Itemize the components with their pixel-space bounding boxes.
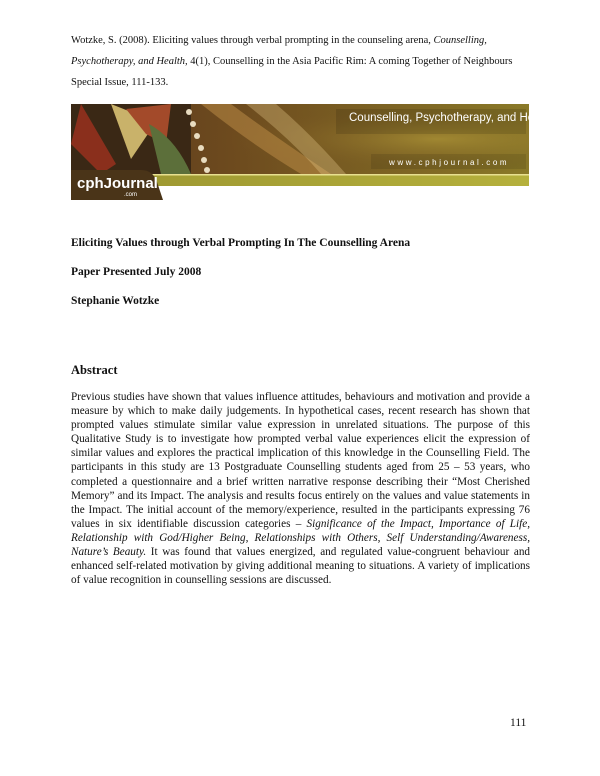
banner-url: www.cphjournal.com xyxy=(389,158,510,167)
citation-volume: 4(1), Counselling in the Asia Pacific Rim: A coming Together of Neighbours Special Issue, 111-133. xyxy=(71,56,513,88)
abstract-text-1: Previous studies have shown that values influence attitudes, behaviours and motivation and provide a measure by which to make daily judgements. In hypothetical cases, recent research has shown that prompted values stimulate similar value expression in unrelated situations. The purpose of this Qualitative Study is to investigate how prompted verbal value experiences elicit the expression of similar values and explores the practical implication of this knowledge in the Counselling Field. The participants in this study are 13 Postgraduate Counselling students aged from 25 – 53 years, who completed a questionnaire and a brief written narrative response describing their “Most Cherished Memory” and its Impact. The analysis and results focus entirely on the values and value statements in the Impact. The initial account of the memory/experience, resulted in the participants expressing 76 values in six identifiable discussion categories – xyxy=(71,391,530,530)
abstract-body xyxy=(71,390,530,587)
banner-logo: cphJournal xyxy=(77,175,158,192)
abstract-heading: Abstract xyxy=(71,363,118,377)
citation-journal: Counselling, Psychotherapy, xyxy=(71,35,487,67)
citation-journal-cont: and Health, xyxy=(138,56,188,67)
abstract-categories: Significance of the Impact, Importance of Life, Relationship with God/Higher Being, Relationships with Others, Self Understanding/Awareness, Nature’s Beauty. xyxy=(71,517,531,559)
page-number: 111 xyxy=(510,717,527,729)
paper-author: Stephanie Wotzke xyxy=(71,295,160,307)
citation-author-year: Wotzke, S. (2008). Eliciting values through verbal prompting in the counseling arena, xyxy=(71,35,431,46)
paper-presented: Paper Presented July 2008 xyxy=(71,266,202,278)
banner-title: Counselling, Psychotherapy, and Health xyxy=(349,112,553,124)
citation xyxy=(71,30,541,93)
journal-banner xyxy=(71,104,553,200)
abstract-text-2: It was found that values energized, and regulated value-congruent behaviour and enhanced self-related motivation by giving additional meaning to situations. A variety of implications of value recognition in counselling sessions are discussed. xyxy=(71,546,531,587)
paper-title: Eliciting Values through Verbal Prompting In The Counselling Arena xyxy=(71,237,411,249)
banner-logo-suffix: .com xyxy=(124,192,138,198)
